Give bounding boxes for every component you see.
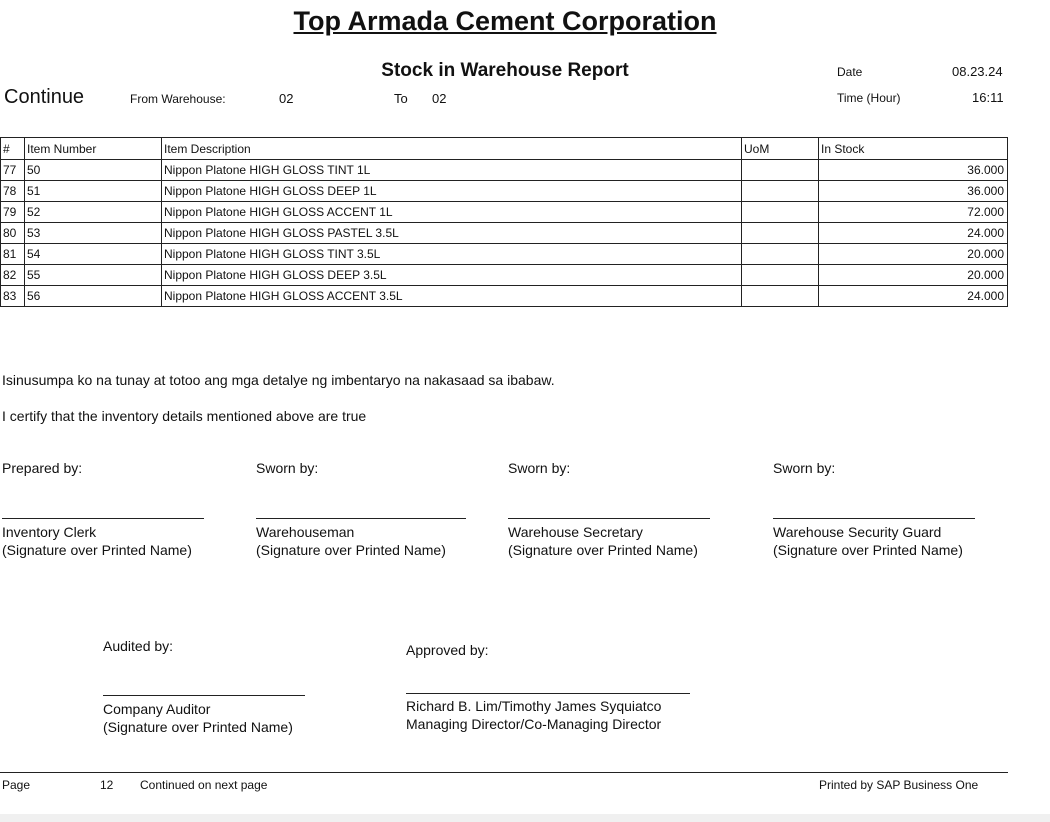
cell-uom <box>742 244 819 265</box>
company-auditor-block <box>103 700 293 736</box>
sworn-by-label-3: Sworn by: <box>773 460 836 476</box>
table-row <box>1 244 1008 265</box>
col-header-in-stock: In Stock <box>819 138 1008 160</box>
statement-english: I certify that the inventory details mentioned above are true <box>2 408 367 424</box>
cell-index: 81 <box>1 244 25 265</box>
cell-index: 82 <box>1 265 25 286</box>
footer-divider <box>0 772 1008 773</box>
signature-line-warehouseman <box>256 518 466 519</box>
cell-item-description: Nippon Platone HIGH GLOSS DEEP 3.5L <box>162 265 742 286</box>
col-header-item-description: Item Description <box>162 138 742 160</box>
approver-name: Richard B. Lim/Timothy James Syquiatco <box>406 698 662 714</box>
security-guard-title: Warehouse Security Guard <box>773 524 942 540</box>
cell-item-number: 50 <box>25 160 162 181</box>
approved-by-label: Approved by: <box>406 642 489 658</box>
cell-item-number: 56 <box>25 286 162 307</box>
cell-item-number: 53 <box>25 223 162 244</box>
cell-index: 79 <box>1 202 25 223</box>
time-label: Time (Hour) <box>837 91 901 105</box>
col-header-item-number: Item Number <box>25 138 162 160</box>
cell-in-stock: 36.000 <box>819 181 1008 202</box>
cell-uom <box>742 160 819 181</box>
cell-uom <box>742 202 819 223</box>
continued-note: Continued on next page <box>140 778 268 792</box>
cell-item-number: 52 <box>25 202 162 223</box>
cell-item-description: Nippon Platone HIGH GLOSS PASTEL 3.5L <box>162 223 742 244</box>
cell-uom <box>742 181 819 202</box>
cell-item-description: Nippon Platone HIGH GLOSS TINT 1L <box>162 160 742 181</box>
to-warehouse-label: To <box>394 91 408 106</box>
col-header-index: # <box>1 138 25 160</box>
cell-item-number: 55 <box>25 265 162 286</box>
statement-tagalog: Isinusumpa ko na tunay at totoo ang mga detalye ng imbentaryo na nakasaad sa ibabaw. <box>2 372 555 388</box>
warehouseman-title: Warehouseman <box>256 524 355 540</box>
table-row <box>1 223 1008 244</box>
sworn-by-label-1: Sworn by: <box>256 460 319 476</box>
cell-item-description: Nippon Platone HIGH GLOSS ACCENT 3.5L <box>162 286 742 307</box>
cell-uom <box>742 286 819 307</box>
time-value: 16:11 <box>972 90 1004 105</box>
cell-in-stock: 20.000 <box>819 265 1008 286</box>
from-warehouse-label: From Warehouse: <box>130 92 226 106</box>
cell-item-number: 51 <box>25 181 162 202</box>
company-auditor-note: (Signature over Printed Name) <box>103 719 293 735</box>
stock-table <box>0 137 1008 307</box>
printed-by: Printed by SAP Business One <box>819 778 979 792</box>
cell-index: 83 <box>1 286 25 307</box>
inventory-clerk-block <box>2 523 192 559</box>
signature-line-warehouse-secretary <box>508 518 710 519</box>
cell-item-description: Nippon Platone HIGH GLOSS DEEP 1L <box>162 181 742 202</box>
company-auditor-title: Company Auditor <box>103 701 211 717</box>
security-guard-note: (Signature over Printed Name) <box>773 542 963 558</box>
table-row <box>1 265 1008 286</box>
cell-in-stock: 36.000 <box>819 160 1008 181</box>
cell-index: 78 <box>1 181 25 202</box>
signature-line-company-auditor <box>103 695 305 696</box>
continue-label: Continue <box>4 86 85 108</box>
cell-in-stock: 24.000 <box>819 286 1008 307</box>
security-guard-block <box>773 523 963 559</box>
cell-item-number: 54 <box>25 244 162 265</box>
date-label: Date <box>837 65 863 79</box>
table-header-row <box>1 138 1008 160</box>
sworn-by-label-2: Sworn by: <box>508 460 571 476</box>
prepared-by-label: Prepared by: <box>2 460 83 476</box>
company-name: Top Armada Cement Corporation <box>293 6 717 36</box>
cell-uom <box>742 223 819 244</box>
to-warehouse-value: 02 <box>432 91 447 106</box>
table-row <box>1 181 1008 202</box>
cell-item-description: Nippon Platone HIGH GLOSS ACCENT 1L <box>162 202 742 223</box>
inventory-clerk-note: (Signature over Printed Name) <box>2 542 192 558</box>
warehouse-secretary-title: Warehouse Secretary <box>508 524 643 540</box>
signature-line-approver <box>406 693 690 694</box>
approver-block <box>406 697 661 733</box>
warehouse-secretary-block <box>508 523 698 559</box>
warehouseman-block <box>256 523 446 559</box>
signature-line-security-guard <box>773 518 975 519</box>
signature-line-inventory-clerk <box>2 518 204 519</box>
page-label: Page <box>2 778 31 792</box>
cell-in-stock: 24.000 <box>819 223 1008 244</box>
table-row <box>1 286 1008 307</box>
inventory-clerk-title: Inventory Clerk <box>2 524 97 540</box>
approver-title: Managing Director/Co-Managing Director <box>406 716 662 732</box>
cell-index: 77 <box>1 160 25 181</box>
report-title: Stock in Warehouse Report <box>381 60 629 81</box>
table-row <box>1 202 1008 223</box>
col-header-uom: UoM <box>742 138 819 160</box>
table-row <box>1 160 1008 181</box>
cell-in-stock: 72.000 <box>819 202 1008 223</box>
date-value: 08.23.24 <box>952 64 1003 79</box>
cell-index: 80 <box>1 223 25 244</box>
page-bottom-strip <box>0 814 1050 822</box>
from-warehouse-value: 02 <box>279 91 294 106</box>
cell-item-description: Nippon Platone HIGH GLOSS TINT 3.5L <box>162 244 742 265</box>
cell-uom <box>742 265 819 286</box>
cell-in-stock: 20.000 <box>819 244 1008 265</box>
audited-by-label: Audited by: <box>103 638 174 654</box>
warehouseman-note: (Signature over Printed Name) <box>256 542 446 558</box>
page-number: 12 <box>100 778 114 792</box>
warehouse-secretary-note: (Signature over Printed Name) <box>508 542 698 558</box>
